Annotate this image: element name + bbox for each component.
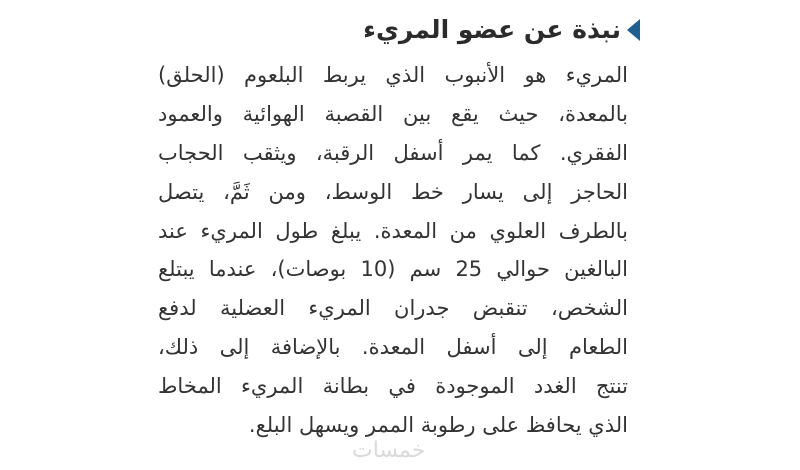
body-line: الطعام إلى أسفل المعدة. بالإضافة إلى ذلك، [158, 335, 628, 360]
body-line: الشخص، تنقبض جدران المريء العضلية لدفع [158, 296, 628, 321]
body-line: الحاجز إلى يسار خط الوسط، ومن ثَمَّ، يتصل [158, 179, 628, 204]
body-line: الذي يحافظ على رطوبة الممر ويسهل البلع. [248, 413, 628, 438]
body-line: بالطرف العلوي من المعدة. يبلغ طول المريء عند [158, 218, 628, 243]
body-line: الفقري. كما يمر أسفل الرقبة، ويثقب الحجاب [158, 140, 628, 165]
body-line: البالغين حوالي 25 سم (10 بوصات)، عندما يبتلع [158, 257, 628, 282]
body-line: المريء هو الأنبوب الذي يربط البلعوم (الحلق) [158, 63, 628, 87]
heading-row [363, 10, 640, 50]
triangle-bullet-icon [627, 19, 640, 41]
watermark: خمسات [352, 438, 426, 463]
body-line: بالمعدة، حيث يقع بين القصبة الهوائية والعمود [158, 101, 628, 126]
article-title: نبذة عن عضو المريء [363, 15, 621, 44]
body-line: تنتج الغدد الموجودة في بطانة المريء المخاط [158, 374, 628, 399]
article-body [158, 56, 628, 445]
